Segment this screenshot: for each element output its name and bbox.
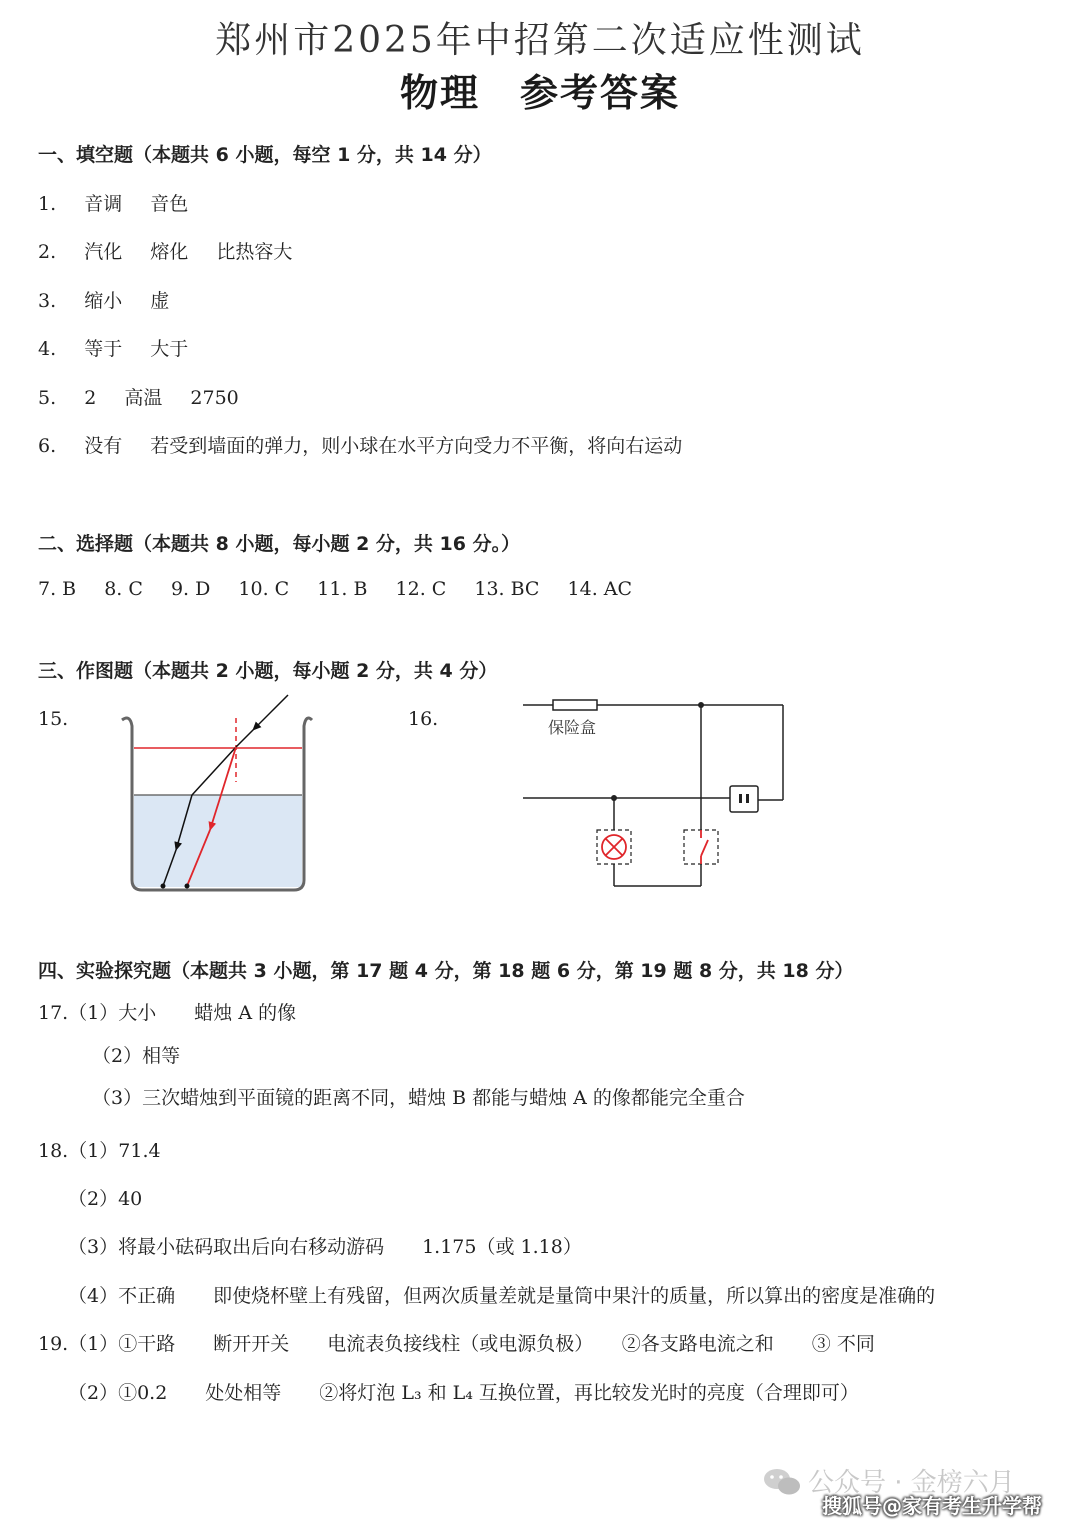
item-number: 1.	[38, 193, 57, 215]
answer-line-3	[38, 286, 169, 313]
incident-ray	[253, 695, 288, 730]
answer-line-6	[38, 431, 682, 458]
answer: 大于	[150, 338, 189, 360]
watermark-wechat: 公众号 · 金榜六月	[808, 1468, 1015, 1498]
water	[134, 795, 302, 887]
choice-answer: 9. D	[170, 578, 211, 600]
wechat-icon	[762, 1466, 802, 1498]
choice-answer: 10. C	[238, 578, 290, 600]
answer: 虚	[150, 290, 170, 312]
q17-line-1: 17.（1）大小 蜡烛 A 的像	[38, 1002, 297, 1024]
answer-line-4	[38, 334, 188, 361]
answer: 2	[84, 387, 97, 409]
q16-label: 16.	[408, 708, 439, 730]
q18-line-2: （2）40	[68, 1188, 143, 1210]
section3-heading: 三、作图题（本题共 2 小题，每小题 2 分，共 4 分）	[38, 660, 498, 682]
answer: 熔化	[150, 241, 189, 263]
socket	[730, 786, 758, 812]
q18-line-4: （4）不正确 即使烧杯壁上有残留，但两次质量差就是量筒中果汁的质量，所以算出的密度是准确的	[68, 1285, 936, 1307]
point	[161, 884, 166, 889]
answer-line-5	[38, 383, 239, 410]
fuse-label: 保险盒	[548, 718, 597, 737]
answer: 等于	[84, 338, 123, 360]
section1-heading: 一、填空题（本题共 6 小题，每空 1 分，共 14 分）	[38, 144, 492, 166]
exam-subtitle: 物理 参考答案	[399, 71, 680, 115]
q18-line-1: 18.（1）71.4	[38, 1140, 161, 1162]
choice-answer: 11. B	[317, 578, 368, 600]
fuse	[553, 700, 597, 710]
item-number: 4.	[38, 338, 57, 360]
choice-answer: 12. C	[395, 578, 447, 600]
q19-line-1: 19.（1）①干路 断开开关 电流表负接线柱（或电源负极） ②各支路电流之和 ③ 不同	[38, 1333, 875, 1355]
exam-title: 郑州市2025年中招第二次适应性测试	[215, 20, 865, 61]
answer: 没有	[84, 435, 123, 457]
answer: 音调	[84, 193, 123, 215]
q17-line-2: （2）相等	[92, 1045, 181, 1067]
answer: 音色	[150, 193, 189, 215]
answer-line-1	[38, 189, 188, 216]
answer: 汽化	[84, 241, 123, 263]
answer: 比热容大	[216, 241, 293, 263]
q17-line-3: （3）三次蜡烛到平面镜的距离不同，蜡烛 B 都能与蜡烛 A 的像都能完全重合	[92, 1087, 745, 1109]
q18-line-3: （3）将最小砝码取出后向右移动游码 1.175（或 1.18）	[68, 1236, 582, 1258]
section4-heading: 四、实验探究题（本题共 3 小题，第 17 题 4 分，第 18 题 6 分，第 19 题 8 分，共 18 分）	[38, 960, 854, 982]
answer: 2750	[190, 387, 239, 409]
item-number: 2.	[38, 241, 57, 263]
point	[185, 884, 190, 889]
incident-ray-end	[236, 730, 253, 747]
answer: 缩小	[84, 290, 123, 312]
choice-answer: 13. BC	[474, 578, 540, 600]
item-number: 3.	[38, 290, 57, 312]
answer: 高温	[124, 387, 163, 409]
choice-answer: 7. B	[38, 578, 77, 600]
choice-answer: 14. AC	[567, 578, 633, 600]
refraction-diagram	[110, 690, 320, 900]
item-number: 6.	[38, 435, 57, 457]
q19-line-2: （2）①0.2 处处相等 ②将灯泡 L₃ 和 L₄ 互换位置，再比较发光时的亮度（合理即可）	[68, 1382, 859, 1404]
q15-label: 15.	[38, 708, 69, 730]
choice-answers	[38, 578, 654, 600]
answer-line-2	[38, 237, 292, 264]
choice-answer: 8. C	[104, 578, 143, 600]
watermark-sohu: 搜狐号@家有考生升学帮	[822, 1494, 1042, 1518]
answer: 若受到墙面的弹力，则小球在水平方向受力不平衡，将向右运动	[150, 435, 683, 457]
section2-heading: 二、选择题（本题共 8 小题，每小题 2 分，共 16 分。）	[38, 533, 521, 555]
item-number: 5.	[38, 387, 57, 409]
